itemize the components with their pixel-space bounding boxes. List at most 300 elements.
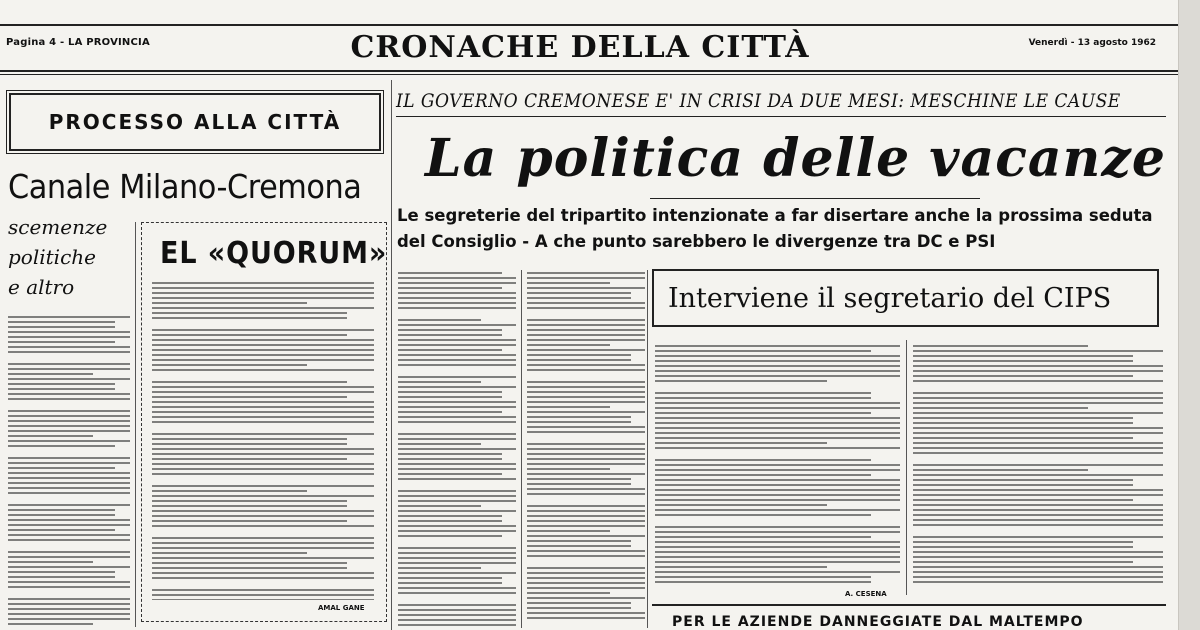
text-line — [398, 530, 516, 532]
text-line — [398, 473, 502, 475]
text-line — [398, 604, 516, 606]
text-line — [398, 381, 481, 383]
text-line — [527, 391, 645, 393]
column-rule — [647, 270, 648, 628]
masthead-rule-thin — [0, 74, 1178, 75]
text-line — [913, 561, 1133, 563]
text-line — [655, 504, 827, 506]
left-article-text — [8, 316, 130, 626]
text-line — [655, 484, 900, 486]
subheadline-line: politiche — [8, 245, 96, 269]
text-line — [527, 307, 645, 309]
main-article-text — [398, 272, 516, 628]
text-line — [8, 336, 130, 338]
text-line — [527, 443, 645, 445]
text-line — [398, 520, 502, 522]
text-line — [655, 474, 871, 476]
text-line — [152, 287, 374, 289]
text-line — [655, 437, 900, 439]
text-line — [655, 350, 871, 352]
text-line — [527, 545, 631, 547]
text-line — [527, 396, 645, 398]
text-line — [8, 445, 115, 447]
text-line — [527, 530, 610, 532]
text-line — [655, 494, 900, 496]
text-line — [152, 552, 307, 554]
column-rule — [521, 270, 522, 628]
text-line — [8, 425, 130, 427]
text-line — [8, 326, 115, 328]
text-line — [655, 365, 900, 367]
text-line — [8, 331, 130, 333]
text-line — [398, 547, 516, 549]
text-line — [152, 530, 374, 534]
text-line — [527, 560, 645, 564]
text-line — [152, 567, 347, 569]
masthead-rule — [0, 70, 1178, 72]
text-line — [152, 547, 374, 549]
text-line — [913, 365, 1163, 367]
text-line — [398, 525, 516, 527]
column-head-box: PROCESSO ALLA CITTÀ — [9, 93, 381, 151]
text-line — [152, 421, 374, 423]
text-line — [913, 576, 1163, 578]
text-line — [527, 493, 645, 495]
text-line — [152, 572, 374, 574]
text-line — [398, 453, 502, 455]
text-line — [527, 319, 645, 321]
text-line — [152, 458, 347, 460]
text-line — [398, 490, 516, 492]
text-line — [398, 421, 516, 423]
text-line — [8, 316, 130, 318]
text-line — [913, 546, 1133, 548]
text-line — [913, 392, 1163, 394]
text-line — [655, 427, 900, 429]
text-line — [152, 396, 347, 398]
text-line — [8, 440, 130, 442]
text-line — [913, 380, 1163, 382]
text-line — [152, 562, 347, 564]
text-line — [527, 312, 645, 316]
text-line — [913, 457, 1163, 461]
text-line — [398, 376, 516, 378]
text-line — [398, 426, 516, 430]
text-line — [527, 277, 645, 279]
text-line — [527, 302, 645, 304]
sidebar-text — [913, 345, 1163, 585]
text-line — [398, 624, 516, 626]
text-line — [655, 566, 827, 568]
sidebar-text — [655, 345, 900, 585]
text-line — [527, 602, 631, 604]
text-line — [152, 453, 374, 455]
text-line — [527, 617, 645, 619]
text-line — [398, 354, 516, 356]
text-line — [527, 421, 631, 423]
text-line — [152, 386, 374, 388]
left-subheadline — [8, 212, 128, 302]
text-line — [913, 452, 1163, 454]
text-line — [8, 430, 130, 432]
text-line — [152, 515, 374, 517]
text-line — [8, 613, 130, 615]
text-line — [152, 406, 374, 408]
text-line — [8, 618, 130, 620]
text-line — [527, 478, 631, 480]
text-line — [398, 287, 502, 289]
text-line — [398, 411, 502, 413]
text-line — [655, 479, 900, 481]
text-line — [152, 381, 347, 383]
text-line — [655, 452, 900, 456]
text-line — [527, 468, 610, 470]
headline-rule — [650, 198, 980, 199]
text-line — [913, 566, 1163, 568]
text-line — [152, 302, 307, 304]
text-line — [152, 401, 374, 403]
text-line — [527, 510, 645, 512]
text-line — [913, 551, 1163, 553]
text-line — [152, 411, 374, 413]
text-line — [398, 567, 481, 569]
column-rule — [391, 80, 392, 630]
text-line — [527, 483, 631, 485]
text-line — [398, 557, 516, 559]
text-line — [913, 494, 1163, 496]
text-line — [527, 592, 610, 594]
text-line — [398, 406, 516, 408]
text-line — [398, 552, 516, 554]
text-line — [655, 576, 871, 578]
text-line — [655, 541, 900, 543]
text-line — [655, 402, 900, 404]
text-line — [398, 292, 516, 294]
text-line — [152, 490, 307, 492]
text-line — [398, 312, 516, 316]
page-folio: Pagina 4 - LA PROVINCIA — [6, 37, 150, 48]
text-line — [913, 499, 1133, 501]
text-line — [398, 619, 516, 621]
text-line — [655, 519, 900, 523]
text-line — [8, 388, 115, 390]
text-line — [152, 322, 374, 326]
text-line — [8, 462, 130, 464]
text-line — [8, 509, 115, 511]
sidebar-title-box: Interviene il segretario del CIPS — [652, 269, 1159, 327]
text-line — [527, 354, 631, 356]
text-line — [527, 505, 645, 507]
text-line — [8, 482, 130, 484]
text-line — [152, 448, 374, 450]
text-line — [398, 597, 516, 601]
text-line — [398, 339, 516, 341]
text-line — [527, 431, 645, 433]
text-line — [655, 536, 871, 538]
text-line — [913, 474, 1163, 476]
text-line — [152, 542, 374, 544]
text-line — [8, 529, 115, 531]
text-line — [398, 582, 502, 584]
text-line — [527, 329, 645, 331]
text-line — [655, 355, 900, 357]
text-line — [398, 483, 516, 487]
text-line — [655, 385, 900, 389]
text-line — [527, 577, 645, 579]
quorum-poem-text — [152, 282, 374, 600]
text-line — [527, 458, 645, 460]
text-line — [8, 514, 115, 516]
text-line — [655, 581, 871, 583]
text-line — [152, 329, 374, 331]
text-line — [8, 373, 93, 375]
text-line — [527, 525, 645, 527]
text-line — [152, 312, 347, 314]
text-line — [655, 375, 900, 377]
text-line — [527, 550, 645, 552]
text-line — [8, 586, 130, 588]
text-line — [527, 567, 645, 569]
text-line — [398, 401, 516, 403]
text-line — [527, 520, 645, 522]
section-masthead: CRONACHE DELLA CITTÀ — [350, 30, 810, 65]
text-line — [8, 492, 130, 494]
text-line — [913, 536, 1163, 538]
text-line — [8, 561, 93, 563]
text-line — [398, 572, 516, 574]
text-line — [152, 525, 374, 527]
text-line — [655, 531, 900, 533]
text-line — [527, 597, 645, 599]
text-line — [655, 464, 900, 466]
column-rule — [135, 222, 136, 627]
text-line — [8, 321, 115, 323]
text-line — [913, 469, 1088, 471]
text-line — [8, 472, 130, 474]
kicker-headline: IL GOVERNO CREMONESE E' IN CRISI DA DUE MESI: MESCHINE LE CAUSE — [396, 90, 1121, 112]
text-line — [527, 473, 645, 475]
text-line — [398, 443, 481, 445]
text-line — [527, 572, 645, 574]
text-line — [655, 392, 871, 394]
text-line — [152, 344, 374, 346]
subheadline-line: scemenze — [8, 215, 108, 239]
main-headline: La politica delle vacanze — [425, 128, 1166, 189]
bottom-rule — [652, 604, 1166, 606]
text-line — [527, 287, 645, 289]
text-line — [8, 467, 115, 469]
text-line — [913, 375, 1133, 377]
main-article-text — [527, 272, 645, 628]
text-line — [655, 407, 900, 409]
text-line — [655, 370, 900, 372]
text-line — [655, 380, 827, 382]
text-line — [152, 438, 347, 440]
text-line — [655, 556, 900, 558]
text-line — [398, 500, 516, 502]
text-line — [527, 488, 645, 490]
text-line — [527, 272, 645, 274]
sidebar-author: A. CESENA — [845, 590, 887, 598]
text-line — [398, 319, 481, 321]
text-line — [655, 509, 900, 511]
text-line — [655, 442, 827, 444]
text-line — [8, 576, 115, 578]
text-line — [152, 391, 374, 393]
text-line — [527, 607, 631, 609]
text-line — [913, 432, 1163, 434]
text-line — [8, 383, 115, 385]
text-line — [152, 354, 374, 356]
text-line — [913, 519, 1163, 521]
text-line — [398, 468, 516, 470]
text-line — [398, 302, 516, 304]
text-line — [152, 292, 374, 294]
text-line — [398, 329, 502, 331]
text-line — [8, 415, 130, 417]
text-line — [913, 385, 1163, 389]
text-line — [398, 282, 516, 284]
text-line — [655, 459, 871, 461]
text-line — [913, 407, 1088, 409]
main-deck: Le segreterie del tripartito intenzionate a far disertare anche la prossima seduta del Consiglio - A che punto sarebbero le divergenze tra DC e PSI — [397, 206, 1153, 251]
text-line — [913, 397, 1163, 399]
text-line — [8, 534, 130, 536]
text-line — [398, 324, 516, 326]
text-line — [398, 344, 516, 346]
text-line — [655, 422, 900, 424]
text-line — [527, 324, 645, 326]
text-line — [398, 416, 516, 418]
text-line — [152, 297, 374, 299]
text-line — [152, 307, 374, 309]
text-line — [398, 614, 516, 616]
text-line — [527, 540, 631, 542]
text-line — [398, 463, 516, 465]
text-line — [152, 599, 374, 600]
text-line — [152, 577, 374, 579]
text-line — [655, 469, 900, 471]
text-line — [913, 556, 1163, 558]
text-line — [398, 592, 516, 594]
text-line — [152, 433, 374, 435]
text-line — [527, 587, 645, 589]
text-line — [527, 416, 631, 418]
text-line — [8, 450, 130, 454]
text-line — [655, 551, 900, 553]
text-line — [913, 504, 1163, 506]
text-line — [655, 514, 871, 516]
text-line — [913, 345, 1088, 347]
text-line — [527, 463, 645, 465]
text-line — [8, 346, 130, 348]
text-line — [8, 623, 93, 625]
text-line — [152, 334, 347, 336]
text-line — [398, 359, 516, 361]
text-line — [527, 369, 645, 371]
text-line — [8, 420, 130, 422]
text-line — [398, 540, 516, 544]
text-line — [913, 417, 1133, 419]
text-line — [8, 504, 130, 506]
text-line — [527, 297, 631, 299]
text-line — [8, 363, 130, 365]
text-line — [913, 402, 1163, 404]
text-line — [8, 497, 130, 501]
text-line — [152, 582, 374, 586]
text-line — [913, 581, 1163, 583]
text-line — [913, 422, 1133, 424]
text-line — [398, 515, 502, 517]
text-line — [527, 453, 645, 455]
text-line — [655, 397, 871, 399]
text-line — [8, 539, 130, 541]
text-line — [8, 581, 130, 583]
text-line — [527, 334, 645, 336]
text-line — [152, 426, 374, 430]
kicker-rule — [396, 116, 1166, 117]
text-line — [527, 349, 645, 351]
text-line — [398, 349, 502, 351]
text-line — [655, 447, 900, 449]
text-line — [152, 505, 347, 507]
text-line — [152, 537, 374, 539]
text-line — [152, 589, 374, 591]
text-line — [398, 272, 502, 274]
text-line — [655, 432, 900, 434]
text-line — [8, 410, 130, 412]
text-line — [152, 510, 374, 512]
text-line — [655, 499, 900, 501]
text-line — [913, 514, 1163, 516]
text-line — [398, 369, 516, 373]
text-line — [655, 360, 900, 362]
text-line — [398, 535, 502, 537]
text-line — [8, 477, 130, 479]
text-line — [152, 495, 374, 497]
text-line — [527, 555, 645, 557]
text-line — [398, 495, 516, 497]
quorum-title: EL «QUORUM» — [160, 236, 388, 271]
text-line — [152, 416, 374, 418]
text-line — [913, 484, 1133, 486]
text-line — [8, 398, 130, 400]
text-line — [398, 562, 516, 564]
text-line — [8, 393, 130, 395]
text-line — [655, 417, 900, 419]
text-line — [8, 368, 130, 370]
text-line — [527, 344, 610, 346]
text-line — [527, 381, 645, 383]
text-line — [398, 438, 516, 440]
text-line — [398, 297, 516, 299]
next-story-headline: PER LE AZIENDE DANNEGGIATE DAL MALTEMPO — [672, 614, 1084, 630]
text-line — [655, 561, 900, 563]
text-line — [8, 435, 93, 437]
text-line — [527, 535, 645, 537]
text-line — [152, 463, 374, 465]
text-line — [8, 608, 130, 610]
text-line — [398, 510, 516, 512]
text-line — [655, 571, 900, 573]
poem-signature: AMAL GANE — [318, 604, 365, 612]
text-line — [8, 566, 130, 568]
text-line — [913, 412, 1163, 414]
text-line — [913, 509, 1163, 511]
text-line — [152, 500, 347, 502]
text-line — [527, 622, 645, 626]
text-line — [655, 489, 900, 491]
